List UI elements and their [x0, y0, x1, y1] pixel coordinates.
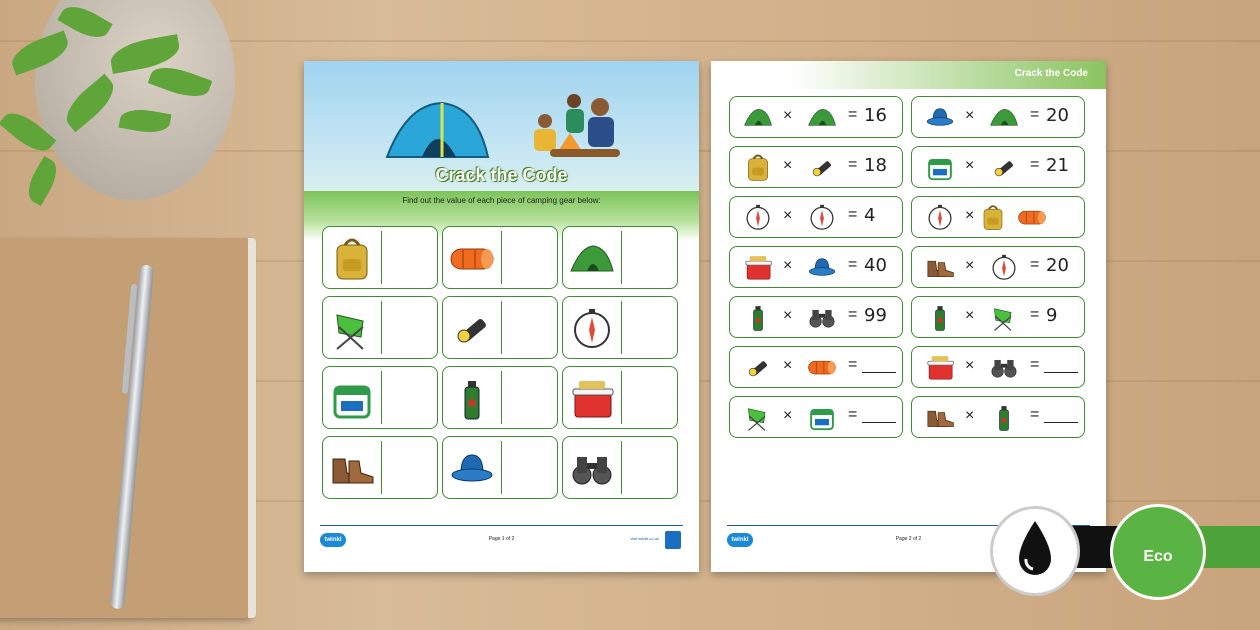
gear-value-cell [562, 226, 678, 289]
equation-card [729, 196, 903, 238]
equation-card [729, 146, 903, 188]
insect-spray-icon [920, 301, 960, 333]
answer-box[interactable] [385, 371, 433, 424]
equals-sign: = [848, 356, 858, 373]
eco-badge: Eco [1110, 504, 1206, 600]
footer-rule [320, 525, 683, 526]
binoculars-icon [802, 301, 842, 333]
gear-value-cell [442, 226, 558, 289]
twinkl-logo: twinkl [320, 533, 346, 547]
multiply-sign: × [965, 157, 975, 174]
worksheet-page-2 [711, 61, 1106, 572]
divider [501, 371, 502, 424]
answer-box[interactable] [505, 301, 553, 354]
equation-card [911, 346, 1085, 388]
hiking-boots-icon [327, 443, 377, 493]
answer-box[interactable] [625, 231, 673, 284]
multiply-sign: × [965, 407, 975, 424]
multiply-sign: × [783, 107, 793, 124]
equation-card [911, 146, 1085, 188]
equals-sign: = [848, 206, 858, 223]
answer-box[interactable] [505, 441, 553, 494]
answer-box[interactable] [625, 301, 673, 354]
multiply-sign: × [965, 357, 975, 374]
divider [381, 231, 382, 284]
backpack-icon [738, 151, 778, 183]
website-link: visit twinkl.co.uk [630, 536, 659, 541]
gear-value-cell [322, 436, 438, 499]
equals-sign: = [1030, 106, 1040, 123]
answer-box[interactable] [385, 301, 433, 354]
equation-card [729, 296, 903, 338]
camp-chair-icon [738, 401, 778, 433]
sleeping-bag-icon [1012, 201, 1052, 233]
flashlight-icon [447, 303, 497, 353]
gear-value-cell [322, 226, 438, 289]
equals-sign: = [1030, 156, 1040, 173]
multiply-sign: × [783, 357, 793, 374]
gear-value-cell [562, 296, 678, 359]
divider [381, 301, 382, 354]
compass-icon [984, 251, 1024, 283]
answer-box[interactable] [625, 371, 673, 424]
equation-answer: 40 [864, 255, 887, 276]
multiply-sign: × [783, 207, 793, 224]
insect-spray-icon [738, 301, 778, 333]
answer-blank[interactable] [1044, 422, 1078, 423]
equation-card [911, 196, 1085, 238]
equation-card [729, 396, 903, 438]
equation-answer: 20 [1046, 255, 1069, 276]
divider [621, 441, 622, 494]
tent-icon [738, 101, 778, 133]
compass-icon [567, 303, 617, 353]
divider [621, 231, 622, 284]
cooler-icon [738, 251, 778, 283]
gear-value-cell [322, 366, 438, 429]
first-aid-kit-icon [802, 401, 842, 433]
flashlight-icon [984, 151, 1024, 183]
tent-icon [567, 233, 617, 283]
bucket-hat-icon [447, 443, 497, 493]
answer-box[interactable] [385, 231, 433, 284]
equation-card [911, 246, 1085, 288]
equation-answer: 21 [1046, 155, 1069, 176]
equals-sign: = [848, 156, 858, 173]
answer-blank[interactable] [862, 422, 896, 423]
cooler-icon [567, 373, 617, 423]
sleeping-bag-icon [802, 351, 842, 383]
equation-answer: 20 [1046, 105, 1069, 126]
multiply-sign: × [783, 407, 793, 424]
multiply-sign: × [783, 307, 793, 324]
campfire-family-illustration [528, 89, 628, 159]
equation-card [911, 296, 1085, 338]
multiply-sign: × [783, 157, 793, 174]
gear-value-cell [442, 436, 558, 499]
equation-card [729, 246, 903, 288]
backpack-icon [978, 201, 1008, 233]
cooler-icon [920, 351, 960, 383]
compass-icon [738, 201, 778, 233]
equals-sign: = [1030, 306, 1040, 323]
first-aid-kit-icon [920, 151, 960, 183]
divider [501, 301, 502, 354]
page-number: Page 2 of 2 [895, 536, 922, 542]
equation-card [729, 96, 903, 138]
plant-pot [35, 0, 235, 200]
page-title: Crack the Code [435, 165, 568, 185]
equals-sign: = [848, 256, 858, 273]
multiply-sign: × [965, 107, 975, 124]
equation-answer: 16 [864, 105, 887, 126]
answer-box[interactable] [625, 441, 673, 494]
gear-value-cell [442, 296, 558, 359]
bucket-hat-icon [802, 251, 842, 283]
multiply-sign: × [965, 207, 975, 224]
answer-box[interactable] [385, 441, 433, 494]
binoculars-icon [567, 443, 617, 493]
divider [501, 231, 502, 284]
equation-card [911, 396, 1085, 438]
equals-sign: = [848, 106, 858, 123]
equation-card [729, 346, 903, 388]
flashlight-icon [802, 151, 842, 183]
ink-saving-badge [990, 506, 1080, 596]
ink-drop-icon [993, 509, 1077, 593]
twinkl-logo: twinkl [727, 533, 753, 547]
tent-icon [984, 101, 1024, 133]
divider [621, 371, 622, 424]
multiply-sign: × [965, 257, 975, 274]
page-number: Page 1 of 2 [488, 536, 515, 542]
insect-spray-icon [447, 373, 497, 423]
equals-sign: = [1030, 406, 1040, 423]
equals-sign: = [848, 306, 858, 323]
sleeping-bag-icon [447, 233, 497, 283]
equation-answer: 4 [864, 205, 876, 226]
equation-answer: 9 [1046, 305, 1058, 326]
hiking-boots-icon [920, 251, 960, 283]
divider [381, 371, 382, 424]
camp-chair-icon [984, 301, 1024, 333]
answer-blank[interactable] [862, 372, 896, 373]
equals-sign: = [1030, 256, 1040, 273]
first-aid-kit-icon [327, 373, 377, 423]
answer-blank[interactable] [1044, 372, 1078, 373]
answer-box[interactable] [505, 371, 553, 424]
hiking-boots-icon [920, 401, 960, 433]
divider [381, 441, 382, 494]
divider [621, 301, 622, 354]
multiply-sign: × [783, 257, 793, 274]
equation-answer: 99 [864, 305, 887, 326]
page-title: Crack the Code [1014, 68, 1088, 79]
insect-spray-icon [984, 401, 1024, 433]
equation-card [911, 96, 1085, 138]
multiply-sign: × [965, 307, 975, 324]
equals-sign: = [1030, 356, 1040, 373]
equals-sign: = [848, 406, 858, 423]
backpack-icon [327, 233, 377, 283]
compass-icon [802, 201, 842, 233]
binoculars-icon [984, 351, 1024, 383]
divider [501, 441, 502, 494]
instructions: Find out the value of each piece of camping gear below: [402, 196, 601, 205]
camp-chair-icon [327, 303, 377, 353]
compass-icon [920, 201, 960, 233]
worksheet-page-1 [304, 61, 699, 572]
gear-value-cell [562, 366, 678, 429]
equation-answer: 18 [864, 155, 887, 176]
answer-box[interactable] [505, 231, 553, 284]
gear-value-cell [442, 366, 558, 429]
tent-icon [802, 101, 842, 133]
gear-value-cell [562, 436, 678, 499]
flashlight-icon [738, 351, 778, 383]
tent-illustration [382, 99, 492, 161]
bucket-hat-icon [920, 101, 960, 133]
gear-value-cell [322, 296, 438, 359]
twinkl-badge-icon [665, 531, 681, 549]
